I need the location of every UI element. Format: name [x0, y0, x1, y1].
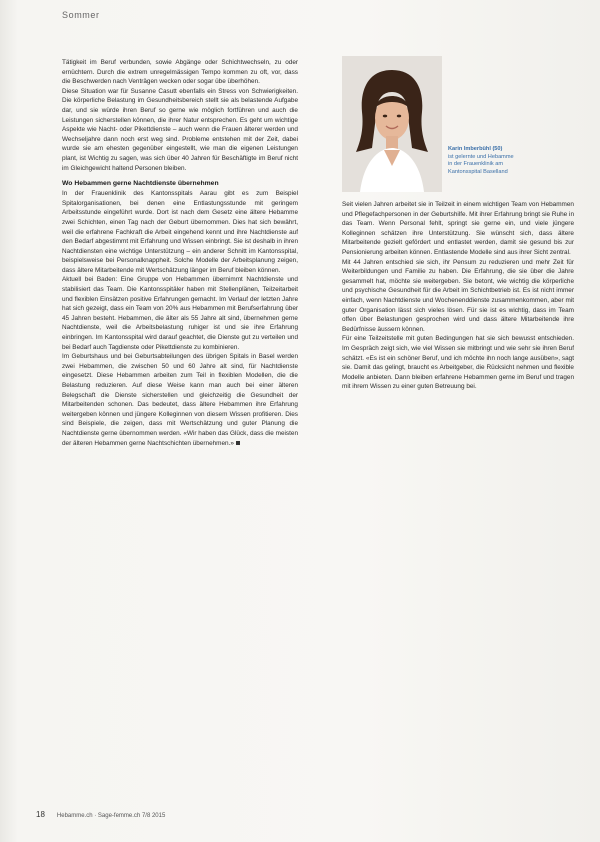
body-paragraph-text: Im Geburtshaus und bei Geburtsabteilungen des übrigen Spitals in Basel werden zwei Hebammen, die zwischen 50 und 60 Jahre alt sind, für Nachtdienste eingesetzt. Diese Hebammen arbeiten zum Teil in flexiblen Modellen, die die Belastung reduzieren. Auf diese Weise kann man auch bei einer älteren Belegschaft die Dienste sicherstellen und gleichzeitig die Gesundheit der Mitarbeitenden schonen. Das bedeutet, dass ältere Hebammen ihre Erfahrung weitergeben können und jüngere Kolleginnen von diesem Wissen profitieren. Dies sind Beispiele, die zeigen, dass mit Wertschätzung und guter Planung die Nachtdienste gerne übernommen werden. «Wir haben das Glück, dass die meisten der älteren Hebammen gerne Nachtschichten übernehmen.» — [62, 353, 298, 447]
caption-line: in der Frauenklinik am — [448, 161, 504, 168]
right-column — [342, 200, 574, 590]
body-paragraph: Für eine Teilzeitstelle mit guten Bedingungen hat sie sich bewusst entschieden. Im Gespräch zeigt sich, wie viel Wissen sie mitbringt und wie sehr sie ihren Beruf schätzt. «Es ist ein schöner Beruf, und ich möchte ihn noch lange ausüben», sagt sie. Damit das gelingt, braucht es Arbeitgeber, die Rücksicht nehmen und flexible Modelle anbieten. Dann bleiben erfahrene Hebammen gerne im Beruf und tragen mit ihrem Wissen zu einer guten Betreuung bei. — [342, 335, 574, 391]
caption-name: Karin Imberbühl (50) — [448, 146, 503, 152]
body-paragraph — [62, 352, 298, 448]
intro-paragraph: Diese Situation war für Susanne Casutt ebenfalls ein Stress von Schwierigkeiten. Die körperliche Belastung im Gesundheitsbereich stellt sie als belastende Aufgabe dar, und sie würde ihren Beruf so gerne wie möglich fortführen und auch die Leistungen sicherstellen können, die ihrer Natur entsprechen. Es geht um wichtige Aspekte wie Nacht- oder Pikettdienste – auch wenn die Frauen älterer werden und Wechseljahre dann noch erst weg sind. Probleme entstehen mit der Zeit, dabei wurde sie am ehesten gegenüber eingestellt, wie man die eigenen Leistungen plant, ist Wichtig zu sagen, was sich über 40 Jahren für Beschäftigte im Beruf nicht im Gleichgewicht haltend Personen bleiben. — [62, 87, 298, 172]
body-paragraph: Seit vielen Jahren arbeitet sie in Teilzeit in einem wichtigen Team von Hebammen und Pflegefachpersonen in der Geburtshilfe. Mit ihrer Erfahrung bringt sie Ruhe in das Team. Wenn Personal fehlt, springt sie gerne ein, und viele jüngere Kolleginnen schätzen ihre Unterstützung. Sie wünscht sich, dass ältere Mitarbeitende gezielt gefördert und entlastet werden, damit sie gesund bis zur Pensionierung arbeiten können. Entlastende Modelle sind aus ihrer Sicht zentral. — [342, 201, 574, 256]
intro-paragraph: Tätigkeit im Beruf verbunden, sowie Abgänge oder Schichtwechseln, zu oder ernüchtern. Durch die extrem unregelmässigen Tempo kommen zu oft, vor, dass die Beschwerden nach Venträgen wecken oder sogar übe überhöhen. — [62, 59, 298, 86]
end-mark-icon — [236, 441, 240, 445]
body-paragraph: Mit 44 Jahren entschied sie sich, ihr Pensum zu reduzieren und mehr Zeit für Weiterbildungen und Familie zu haben. Die Erfahrung, die sie über die Jahre gesammelt hat, möchte sie weitergeben. Sie betont, wie wichtig die körperliche und psychische Gesundheit für die Arbeit im Schichtbetrieb ist. Es ist nicht immer einfach, wenn Nachtdienste und Wochenenddienste zusammenkommen, aber mit guter Organisation lässt sich vieles lösen. Für sie ist es wichtig, dass im Team offen über Belastungen gesprochen wird und dass ältere Mitarbeitende ihre Bedürfnisse äussern können. — [342, 258, 574, 333]
portrait-photo — [342, 56, 442, 192]
caption-line: Kantonsspital Baselland — [448, 168, 508, 175]
caption-line: ist gelernte und Hebamme — [448, 153, 514, 160]
body-paragraph: In der Frauenklinik des Kantonsspitals Aarau gibt es zum Beispiel Spitalorganisationen, bei denen eine Entlastungsstunde mit geringem Arbeitsstunde eingeführt wurde. Dort ist nach dem Gesetz eine ältere Hebamme zwei Schichten, einen Tag nach der Geburt übernommen. Dies hat sich bewährt, weil die erfahrene Fachkraft die Arbeit eingehend kennt und ihre Nachtdienste auf den Bedarf abgestimmt mit Erfahrung und Wissen einbringt. Sie ist deshalb in ihren Nachtdiensten eine wichtige Unterstützung – ein anderer Schnitt im Kantonsspital, beispielsweise bei Personalknappheit. Solche Modelle der Arbeitsplanung zeigen, dass ältere Mitarbeitende mit Wertschätzung länger im Beruf bleiben können. — [62, 190, 298, 274]
page-number: 18 — [36, 810, 45, 819]
section-heading: Wo Hebammen gerne Nachtdienste übernehmen — [62, 180, 219, 188]
section-header: Sommer — [62, 10, 100, 20]
left-column — [62, 58, 298, 748]
body-paragraph: Aktuell bei Baden: Eine Gruppe von Hebammen übernimmt Nachtdienste und stabilisiert das Team. Die Kantonsspitäler haben mit Stellenplänen, Teilzeitarbeit und flexiblen Einsätzen positive Erfahrungen gemacht. Im Verlauf der letzten Jahre hat sich gezeigt, dass ein Team von 20% aus Hebammen mit Berufserfahrung über 45 Jahren besteht. Hebammen, die älter als 55 Jahre alt sind, übernehmen gerne Nachtdienste, weil die Arbeitsbelastung ruhiger ist und sie ihre Erfahrung einbringen. Im Kantonsspital wird darauf geachtet, die Dienste gut zu verteilen und bei Bedarf auch Tagdienste oder Pikettdienste zu kombinieren. — [62, 276, 298, 351]
portrait-illustration — [342, 56, 442, 192]
page-footer — [36, 810, 165, 819]
photo-caption — [448, 146, 558, 176]
publication-name: Hebamme.ch · Sage-femme.ch 7/8 2015 — [56, 813, 166, 819]
